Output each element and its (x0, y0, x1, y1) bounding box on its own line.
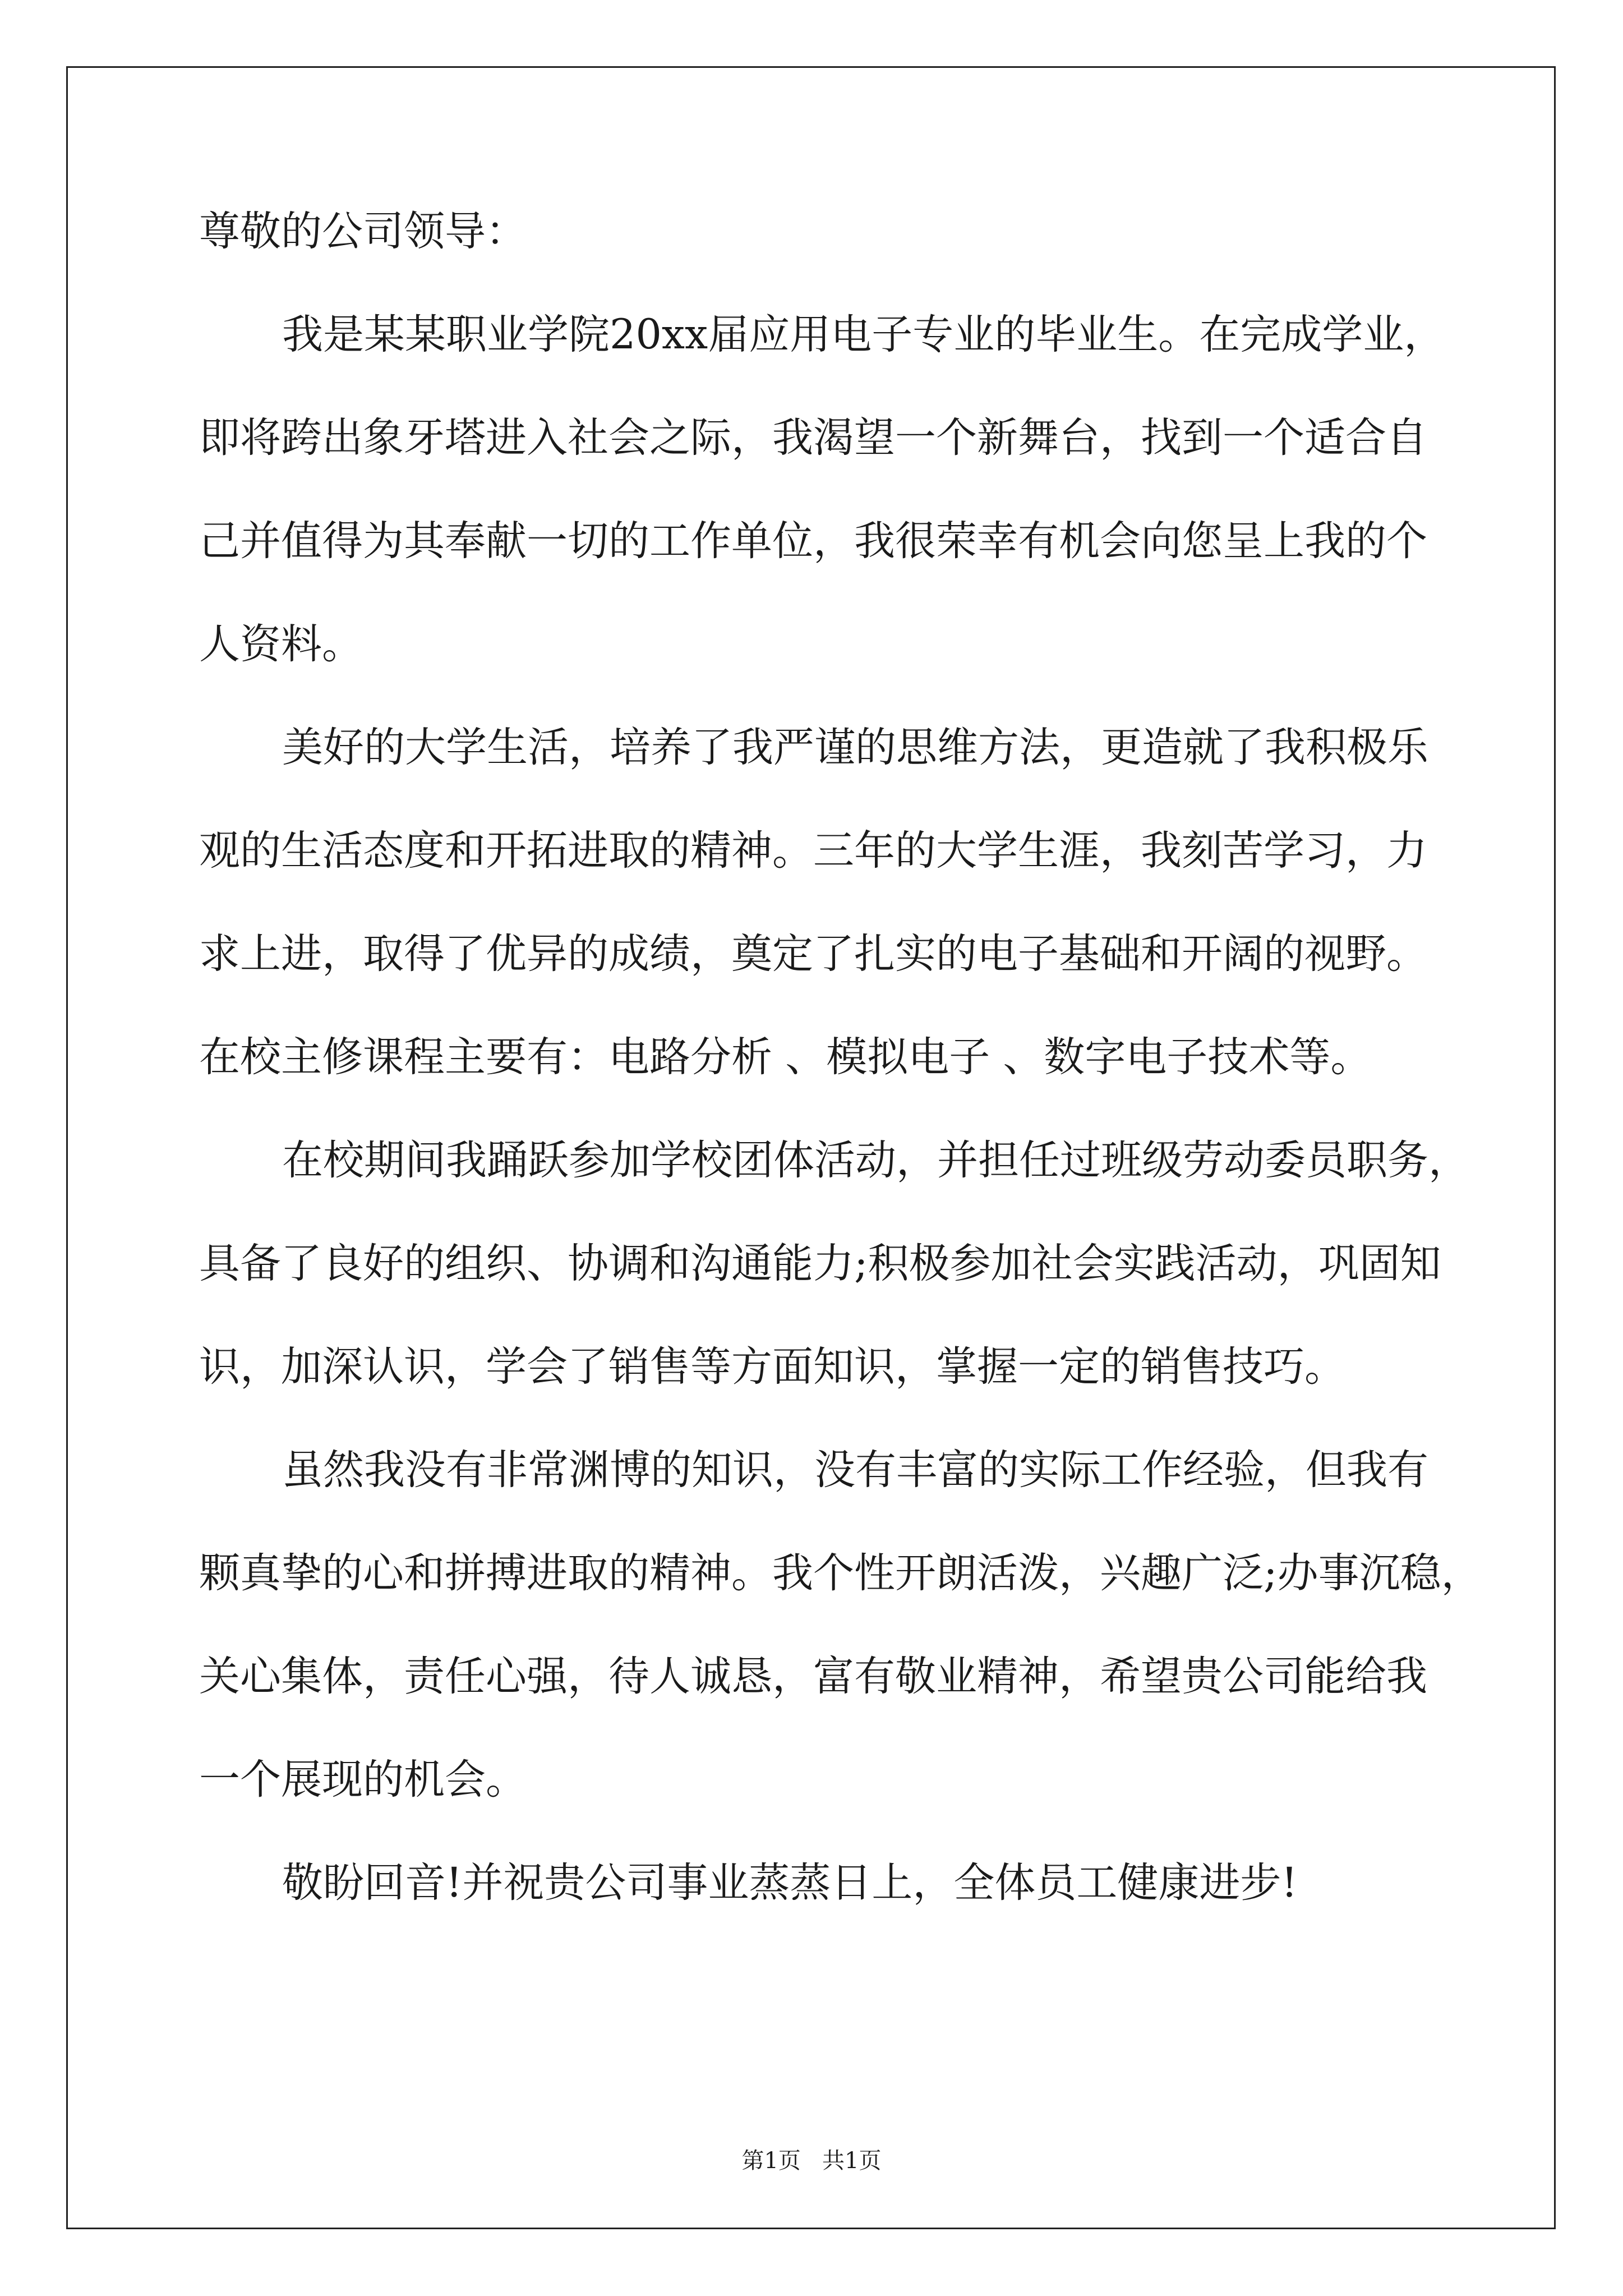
greeting: 尊敬的公司领导： (199, 208, 527, 255)
paragraph-3-line-3: 识，加深认识，学会了销售等方面知识，掌握一定的销售技巧。 (199, 1343, 1345, 1391)
paragraph-4-line-3: 关心集体，责任心强，待人诚恳，富有敬业精神，希望贵公司能给我 (199, 1653, 1427, 1700)
paragraph-1-line-1: 我是某某职业学院20xx届应用电子专业的毕业生。在完成学业， (282, 311, 1445, 358)
paragraph-3-line-1: 在校期间我踊跃参加学校团体活动，并担任过班级劳动委员职务， (282, 1137, 1469, 1184)
closing-line: 敬盼回音!并祝贵公司事业蒸蒸日上，全体员工健康进步! (282, 1859, 1298, 1907)
paragraph-2-line-2: 观的生活态度和开拓进取的精神。三年的大学生涯，我刻苦学习，力 (199, 827, 1427, 875)
paragraph-2-line-4: 在校主修课程主要有：电路分析 、模拟电子 、数字电子技术等。 (199, 1033, 1372, 1081)
paragraph-1-line-2: 即将跨出象牙塔进入社会之际，我渴望一个新舞台，找到一个适合自 (199, 414, 1427, 462)
paragraph-1-line-4: 人资料。 (199, 620, 363, 668)
paragraph-1-line-3: 己并值得为其奉献一切的工作单位，我很荣幸有机会向您呈上我的个 (199, 517, 1427, 565)
paragraph-4-line-4: 一个展现的机会。 (199, 1756, 527, 1803)
paragraph-4-line-1: 虽然我没有非常渊博的知识，没有丰富的实际工作经验，但我有 (282, 1446, 1428, 1494)
page-number-footer: 第1页 共1页 (741, 2148, 882, 2174)
paragraph-2-line-1: 美好的大学生活，培养了我严谨的思维方法，更造就了我积极乐 (282, 724, 1428, 771)
paragraph-3-line-2: 具备了良好的组织、协调和沟通能力;积极参加社会实践活动，巩固知 (199, 1240, 1441, 1287)
paragraph-4-line-2: 颗真挚的心和拼搏进取的精神。我个性开朗活泼，兴趣广泛;办事沉稳， (199, 1549, 1482, 1597)
paragraph-2-line-3: 求上进，取得了优异的成绩，奠定了扎实的电子基础和开阔的视野。 (199, 930, 1427, 978)
